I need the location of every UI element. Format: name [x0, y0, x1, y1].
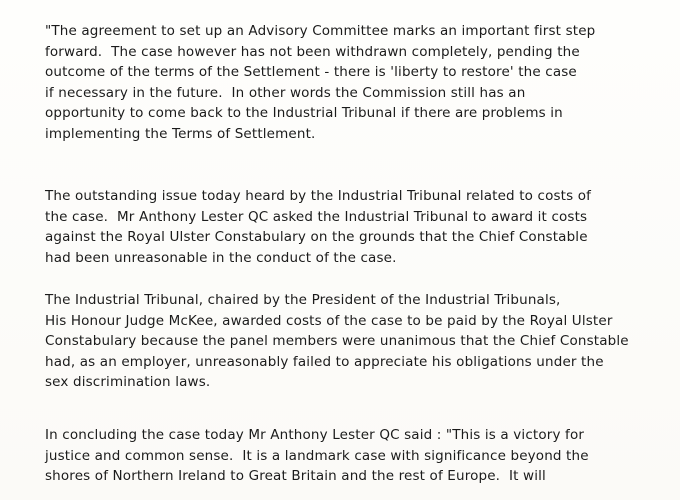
- text-line: The Industrial Tribunal, chaired by the President of the Industrial Tribunals,: [45, 292, 561, 308]
- paragraph-concluding-statement: [45, 425, 660, 487]
- text-line: had been unreasonable in the conduct of the case.: [45, 249, 397, 266]
- text-line: had, as an employer, unreasonably failed to appreciate his obligations under the: [45, 353, 604, 370]
- text-line: The outstanding issue today heard by the Industrial Tribunal related to costs of: [45, 188, 592, 204]
- text-line: opportunity to come back to the Industrial Tribunal if there are problems in: [45, 105, 563, 121]
- paragraph-advisory-committee: [45, 21, 660, 144]
- text-line: Constabulary because the panel members were unanimous that the Chief Constable: [45, 333, 629, 349]
- text-line: "The agreement to set up an Advisory Committee marks an important first step: [45, 23, 596, 39]
- text-line: if necessary in the future. In other words the Commission still has an: [45, 84, 526, 101]
- text-line: sex discrimination laws.: [45, 374, 211, 390]
- text-line: In concluding the case today Mr Anthony Lester QC said : "This is a victory for: [45, 427, 585, 443]
- paragraph-costs-issue: [45, 186, 660, 268]
- text-line: outcome of the terms of the Settlement - there is 'liberty to restore' the case: [45, 64, 577, 80]
- paragraph-tribunal-decision: [45, 290, 660, 393]
- text-line: implementing the Terms of Settlement.: [45, 125, 316, 142]
- text-line: against the Royal Ulster Constabulary on the grounds that the Chief Constable: [45, 229, 588, 245]
- text-line: justice and common sense. It is a landmark case with significance beyond the: [45, 447, 589, 464]
- text-line: the case. Mr Anthony Lester QC asked the Industrial Tribunal to award it costs: [45, 208, 588, 225]
- text-line: His Honour Judge McKee, awarded costs of the case to be paid by the Royal Ulster: [45, 312, 613, 329]
- text-line: shores of Northern Ireland to Great Britain and the rest of Europe. It will: [45, 468, 546, 484]
- text-line: forward. The case however has not been withdrawn completely, pending the: [45, 43, 580, 60]
